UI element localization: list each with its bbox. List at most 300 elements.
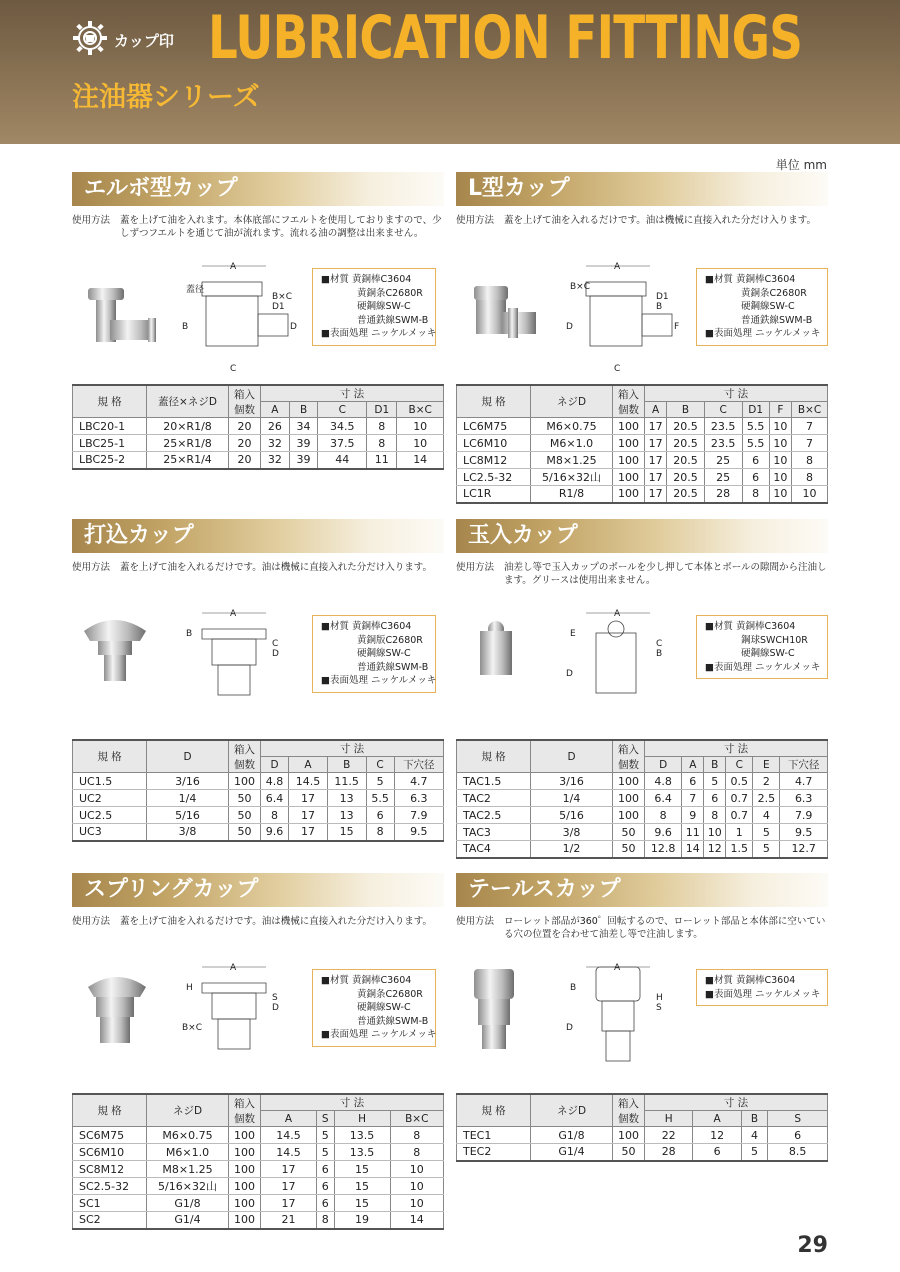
table-cell: 15: [334, 1161, 390, 1178]
table-cell: 5: [704, 773, 726, 790]
spec-line: 硬鋼線SW-C: [357, 648, 411, 659]
dimension-label: C: [230, 364, 237, 374]
usage-label: 使用方法: [72, 562, 111, 573]
table-cell: 6: [316, 1161, 334, 1178]
table-cell: 6: [316, 1178, 334, 1195]
dimension-label: E: [570, 629, 576, 639]
section-elbow-cup: [72, 172, 444, 470]
spec-table: [72, 384, 444, 470]
dimension-label: C: [656, 639, 663, 649]
product-photo: [78, 272, 178, 376]
usage-note: [456, 561, 828, 599]
table-cell: 100: [229, 1127, 261, 1144]
usage-note: [72, 915, 444, 953]
spec-line: 普通鉄線SWM-B: [357, 1015, 429, 1027]
dimension-label: D: [566, 1023, 573, 1033]
spec-table: [456, 384, 828, 504]
table-cell: 23.5: [704, 418, 742, 435]
model-cell: LC6M10: [457, 435, 531, 452]
section-title: エルボ型カップ: [72, 172, 444, 206]
section-tail-cup: [456, 873, 828, 1162]
table-cell: 7.9: [780, 807, 828, 824]
table-cell: 3/16: [147, 773, 229, 790]
table-cell: 34.5: [318, 418, 367, 435]
column-header: D: [645, 757, 682, 773]
spec-line: ■表面処理 ニッケルメッキ: [705, 988, 821, 1000]
page-title: LUBRICATION FITTINGS: [208, 3, 803, 73]
table-cell: 1/4: [531, 790, 613, 807]
table-cell: 20.5: [667, 469, 705, 486]
table-cell: 6: [366, 807, 394, 824]
table-cell: 1: [726, 824, 753, 841]
table-cell: 0.7: [726, 790, 753, 807]
spec-line: 普通鉄線SWM-B: [357, 661, 429, 673]
table-cell: 4.7: [394, 773, 443, 790]
table-cell: 5: [366, 773, 394, 790]
column-header: F: [769, 402, 791, 418]
dimension-drawing: [556, 252, 696, 376]
table-cell: 5: [316, 1144, 334, 1161]
table-cell: 100: [613, 486, 645, 503]
model-cell: LC1R: [457, 486, 531, 503]
table-row: [457, 469, 828, 486]
table-cell: 100: [613, 469, 645, 486]
table-cell: 23.5: [704, 435, 742, 452]
model-cell: SC2: [73, 1212, 147, 1229]
table-cell: 8: [366, 824, 394, 841]
material-spec-box: [696, 615, 828, 679]
table-cell: 50: [229, 807, 261, 824]
model-cell: TEC1: [457, 1127, 531, 1144]
dimension-group-header: 寸 法: [261, 740, 444, 757]
table-cell: G1/4: [147, 1212, 229, 1229]
table-cell: 100: [229, 1212, 261, 1229]
table-cell: 20.5: [667, 486, 705, 503]
dimension-label: B×C: [182, 1023, 202, 1033]
column-header: A: [289, 757, 328, 773]
table-cell: 10: [769, 435, 791, 452]
spec-line: ■材質 黄銅棒C3604: [321, 975, 412, 986]
table-cell: G1/4: [531, 1144, 613, 1161]
table-cell: 20.5: [667, 418, 705, 435]
table-cell: 50: [229, 790, 261, 807]
table-cell: 6: [704, 790, 726, 807]
product-figure: [456, 252, 828, 384]
spec-line: ■材質 黄銅棒C3604: [705, 621, 796, 632]
gear-cup-icon: [72, 20, 108, 56]
dimension-drawing: [172, 252, 312, 376]
table-row: [73, 790, 444, 807]
table-cell: 28: [645, 1144, 693, 1161]
spec-line: ■材質 黄銅棒C3604: [705, 274, 796, 285]
table-cell: 6.3: [780, 790, 828, 807]
table-cell: 12: [704, 841, 726, 858]
spec-line: 硬鋼線SW-C: [357, 301, 411, 312]
table-cell: 5/16: [531, 807, 613, 824]
table-cell: 12.8: [645, 841, 682, 858]
table-cell: 14.5: [261, 1144, 317, 1161]
table-cell: 100: [229, 1161, 261, 1178]
table-cell: 32: [261, 452, 290, 469]
product-photo: [462, 609, 562, 713]
model-cell: LBC25-2: [73, 452, 147, 469]
table-cell: 20×R1/8: [147, 418, 229, 435]
table-cell: 14: [390, 1212, 443, 1229]
table-cell: 3/8: [531, 824, 613, 841]
table-cell: 6.4: [645, 790, 682, 807]
column-header: A: [261, 402, 290, 418]
table-cell: 5.5: [742, 418, 769, 435]
dimension-label: A: [614, 963, 621, 973]
table-cell: 8: [261, 807, 289, 824]
column-header: B: [704, 757, 726, 773]
table-cell: 7: [682, 790, 704, 807]
usage-note: [72, 214, 444, 252]
table-cell: 10: [769, 486, 791, 503]
spec-line: 硬鋼線SW-C: [741, 648, 795, 659]
table-cell: 39: [289, 452, 318, 469]
column-header: E: [753, 757, 780, 773]
table-cell: 6.3: [394, 790, 443, 807]
usage-label: 使用方法: [72, 916, 111, 927]
spec-line: 黄銅条C2680R: [741, 287, 807, 299]
section-l-cup: [456, 172, 828, 504]
spec-line: 硬鋼線SW-C: [357, 1002, 411, 1013]
usage-text: ローレット部品が360゜回転するので、ローレット部品と本体部に空いている穴の位置を合わせて油差し等で注油します。: [504, 916, 826, 940]
table-cell: 100: [613, 790, 645, 807]
table-cell: 2: [753, 773, 780, 790]
material-spec-box: [312, 969, 436, 1047]
product-figure: [72, 252, 444, 384]
column-header: ネジD: [531, 385, 613, 418]
table-cell: 9: [682, 807, 704, 824]
usage-label: 使用方法: [456, 562, 495, 573]
spec-line: ■材質 黄銅棒C3604: [321, 621, 412, 632]
column-header: B: [667, 402, 705, 418]
table-cell: 11: [682, 824, 704, 841]
table-row: [73, 1178, 444, 1195]
column-header: H: [645, 1111, 693, 1127]
column-header: B×C: [397, 402, 444, 418]
table-row: [73, 1195, 444, 1212]
dimension-label: D1: [272, 302, 285, 312]
table-row: [457, 824, 828, 841]
product-figure: [456, 953, 828, 1093]
model-cell: TAC2.5: [457, 807, 531, 824]
dimension-label: B: [182, 322, 189, 332]
table-cell: 17: [289, 790, 328, 807]
table-cell: 100: [613, 807, 645, 824]
spec-line: 黄銅版C2680R: [357, 634, 423, 646]
table-cell: 0.7: [726, 807, 753, 824]
spec-line: ■表面処理 ニッケルメッキ: [321, 328, 437, 339]
spec-line: 普通鉄線SWM-B: [741, 314, 813, 326]
column-header: 蓋径×ネジD: [147, 385, 229, 418]
table-cell: 17: [261, 1161, 317, 1178]
model-cell: SC2.5-32: [73, 1178, 147, 1195]
table-cell: 100: [613, 452, 645, 469]
table-cell: 15: [327, 824, 366, 841]
material-spec-box: [696, 268, 828, 346]
model-cell: UC2: [73, 790, 147, 807]
table-row: [73, 824, 444, 841]
dimension-label: B×C: [570, 282, 590, 292]
dimension-label: A: [230, 262, 237, 272]
usage-text: 油差し等で玉入カップのボールを少し押して本体とボールの隙間から注油します。グリースは使用出来ません。: [504, 562, 827, 586]
column-header: B×C: [791, 402, 827, 418]
column-header: 箱入個数: [229, 1094, 261, 1127]
spec-line: ■表面処理 ニッケルメッキ: [321, 675, 437, 686]
column-header: 下穴径: [780, 757, 828, 773]
model-cell: TEC2: [457, 1144, 531, 1161]
column-header: 箱入個数: [229, 385, 261, 418]
column-header: C: [366, 757, 394, 773]
table-cell: 12: [693, 1127, 741, 1144]
model-cell: UC2.5: [73, 807, 147, 824]
dimension-label: S: [656, 1003, 662, 1013]
usage-text: 蓋を上げて油を入れるだけです。油は機械に直接入れた分だけ入ります。: [504, 215, 816, 226]
table-cell: 5.5: [366, 790, 394, 807]
dimension-label: D: [566, 669, 573, 679]
table-cell: 10: [397, 435, 444, 452]
unit-label: 単位 mm: [775, 158, 827, 172]
table-cell: 5/16×32山: [147, 1178, 229, 1195]
table-cell: 8: [742, 486, 769, 503]
spec-table: [72, 1093, 444, 1230]
table-cell: 100: [613, 435, 645, 452]
table-row: [457, 841, 828, 858]
dimension-label: B: [656, 649, 663, 659]
header-band: [0, 0, 900, 144]
dimension-label: A: [230, 963, 237, 973]
dimension-label: H: [656, 993, 663, 1003]
table-cell: 20: [229, 418, 261, 435]
table-row: [73, 435, 444, 452]
column-header: D: [531, 740, 613, 773]
table-cell: M6×0.75: [147, 1127, 229, 1144]
column-header: D: [147, 740, 229, 773]
usage-label: 使用方法: [72, 215, 111, 226]
table-cell: 3/16: [531, 773, 613, 790]
column-header: A: [682, 757, 704, 773]
model-cell: SC6M10: [73, 1144, 147, 1161]
column-header: H: [334, 1111, 390, 1127]
dimension-label: B: [570, 983, 577, 993]
usage-note: [456, 214, 828, 252]
table-cell: 8: [390, 1144, 443, 1161]
table-cell: 100: [613, 773, 645, 790]
table-cell: 8: [390, 1127, 443, 1144]
spec-line: ■表面処理 ニッケルメッキ: [705, 328, 821, 339]
spec-line: 鋼球SWCH10R: [741, 634, 808, 646]
table-cell: 37.5: [318, 435, 367, 452]
table-row: [457, 807, 828, 824]
table-cell: 7.9: [394, 807, 443, 824]
table-cell: 100: [229, 1178, 261, 1195]
brand-name: カップ印: [114, 32, 174, 50]
column-header: C: [318, 402, 367, 418]
model-cell: TAC4: [457, 841, 531, 858]
table-cell: 10: [769, 469, 791, 486]
spec-table: [456, 1093, 828, 1162]
table-cell: 9.5: [780, 824, 828, 841]
table-cell: 21: [261, 1212, 317, 1229]
table-cell: 8.5: [768, 1144, 828, 1161]
table-cell: 15: [334, 1178, 390, 1195]
table-cell: M6×0.75: [531, 418, 613, 435]
table-cell: 8: [645, 807, 682, 824]
dimension-label: H: [186, 983, 193, 993]
column-header: S: [316, 1111, 334, 1127]
table-cell: 100: [613, 1127, 645, 1144]
table-cell: 5: [316, 1127, 334, 1144]
table-cell: 3/8: [147, 824, 229, 841]
dimension-label: 蓋径: [186, 285, 205, 295]
product-figure: [72, 953, 444, 1093]
product-photo: [78, 963, 178, 1067]
table-row: [73, 807, 444, 824]
model-cell: TAC2: [457, 790, 531, 807]
table-cell: 100: [613, 418, 645, 435]
spec-table: [456, 739, 828, 859]
page-subtitle: 注油器シリーズ: [72, 82, 260, 113]
column-header: D1: [742, 402, 769, 418]
table-cell: 100: [229, 1195, 261, 1212]
table-cell: 5/16×32山: [531, 469, 613, 486]
table-cell: G1/8: [147, 1195, 229, 1212]
table-cell: 10: [397, 418, 444, 435]
column-header: 規 格: [73, 1094, 147, 1127]
table-cell: 15: [334, 1195, 390, 1212]
spec-table: [72, 739, 444, 842]
table-cell: 10: [769, 452, 791, 469]
spec-line: ■表面処理 ニッケルメッキ: [705, 661, 821, 673]
table-cell: 25: [704, 469, 742, 486]
table-cell: 14: [397, 452, 444, 469]
table-cell: 11.5: [327, 773, 366, 790]
table-cell: 12.7: [780, 841, 828, 858]
column-header: 規 格: [457, 1094, 531, 1127]
table-cell: 17: [261, 1178, 317, 1195]
model-cell: SC8M12: [73, 1161, 147, 1178]
dimension-label: S: [272, 993, 278, 1003]
dimension-label: D1: [656, 292, 669, 302]
table-cell: 4.8: [261, 773, 289, 790]
dimension-group-header: 寸 法: [645, 1094, 828, 1111]
section-title: 打込カップ: [72, 519, 444, 553]
table-cell: 17: [261, 1195, 317, 1212]
spec-line: ■材質 黄銅棒C3604: [321, 274, 412, 285]
table-cell: 13.5: [334, 1144, 390, 1161]
section-drive-cup: [72, 519, 444, 842]
table-cell: 13: [327, 790, 366, 807]
model-cell: LBC20-1: [73, 418, 147, 435]
spec-line: ■材質 黄銅棒C3604: [705, 975, 796, 986]
table-cell: 17: [289, 824, 328, 841]
table-cell: 1.5: [726, 841, 753, 858]
model-cell: SC6M75: [73, 1127, 147, 1144]
product-figure: [456, 599, 828, 739]
usage-text: 蓋を上げて油を入れるだけです。油は機械に直接入れた分だけ入ります。: [120, 916, 432, 927]
table-cell: 17: [645, 486, 667, 503]
model-cell: SC1: [73, 1195, 147, 1212]
column-header: 規 格: [457, 385, 531, 418]
usage-text: 蓋を上げて油を入れるだけです。油は機械に直接入れた分だけ入ります。: [120, 562, 432, 573]
material-spec-box: [312, 615, 436, 693]
table-cell: 17: [645, 452, 667, 469]
section-title: L型カップ: [456, 172, 828, 206]
table-cell: 0.5: [726, 773, 753, 790]
section-title: スプリングカップ: [72, 873, 444, 907]
table-row: [73, 1212, 444, 1229]
column-header: 箱入個数: [613, 740, 645, 773]
column-header: C: [704, 402, 742, 418]
table-cell: 8: [791, 469, 827, 486]
column-header: B: [289, 402, 318, 418]
table-cell: 8: [704, 807, 726, 824]
spec-line: 黄銅条C2680R: [357, 988, 423, 1000]
section-spring-cup: [72, 873, 444, 1230]
dimension-drawing: [172, 599, 312, 723]
usage-label: 使用方法: [456, 215, 495, 226]
column-header: 箱入個数: [229, 740, 261, 773]
table-cell: 7: [791, 435, 827, 452]
table-cell: 26: [261, 418, 290, 435]
column-header: D1: [367, 402, 397, 418]
table-cell: 5: [753, 824, 780, 841]
table-cell: 34: [289, 418, 318, 435]
dimension-label: B: [186, 629, 193, 639]
product-photo: [462, 272, 562, 376]
table-row: [73, 773, 444, 790]
dimension-label: D: [290, 322, 297, 332]
table-cell: 20.5: [667, 435, 705, 452]
column-header: B×C: [390, 1111, 443, 1127]
model-cell: UC1.5: [73, 773, 147, 790]
table-cell: 5/16: [147, 807, 229, 824]
column-header: 箱入個数: [613, 1094, 645, 1127]
spec-line: 硬鋼線SW-C: [741, 301, 795, 312]
usage-note: [456, 915, 828, 953]
column-header: ネジD: [147, 1094, 229, 1127]
table-cell: 6: [693, 1144, 741, 1161]
column-header: ネジD: [531, 1094, 613, 1127]
column-header: 下穴径: [394, 757, 443, 773]
usage-text: 蓋を上げて油を入れます。本体底部にフエルトを使用しておりますので、少しずつフエルトを通じて油が流れます。流れる油の調整は出来ません。: [120, 215, 442, 239]
table-cell: 50: [229, 824, 261, 841]
dimension-drawing: [556, 599, 696, 723]
table-row: [73, 1161, 444, 1178]
table-cell: 14.5: [261, 1127, 317, 1144]
table-cell: M8×1.25: [531, 452, 613, 469]
column-header: A: [645, 402, 667, 418]
table-cell: 2.5: [753, 790, 780, 807]
table-cell: 4: [741, 1127, 768, 1144]
table-cell: 20.5: [667, 452, 705, 469]
product-photo: [78, 609, 178, 713]
table-cell: 17: [289, 807, 328, 824]
table-cell: 25×R1/4: [147, 452, 229, 469]
table-cell: 50: [613, 1144, 645, 1161]
table-cell: 6: [742, 469, 769, 486]
table-cell: 10: [390, 1178, 443, 1195]
table-cell: M8×1.25: [147, 1161, 229, 1178]
table-cell: 10: [704, 824, 726, 841]
table-cell: 9.6: [645, 824, 682, 841]
column-header: 規 格: [457, 740, 531, 773]
column-header: D: [261, 757, 289, 773]
table-cell: 4: [753, 807, 780, 824]
